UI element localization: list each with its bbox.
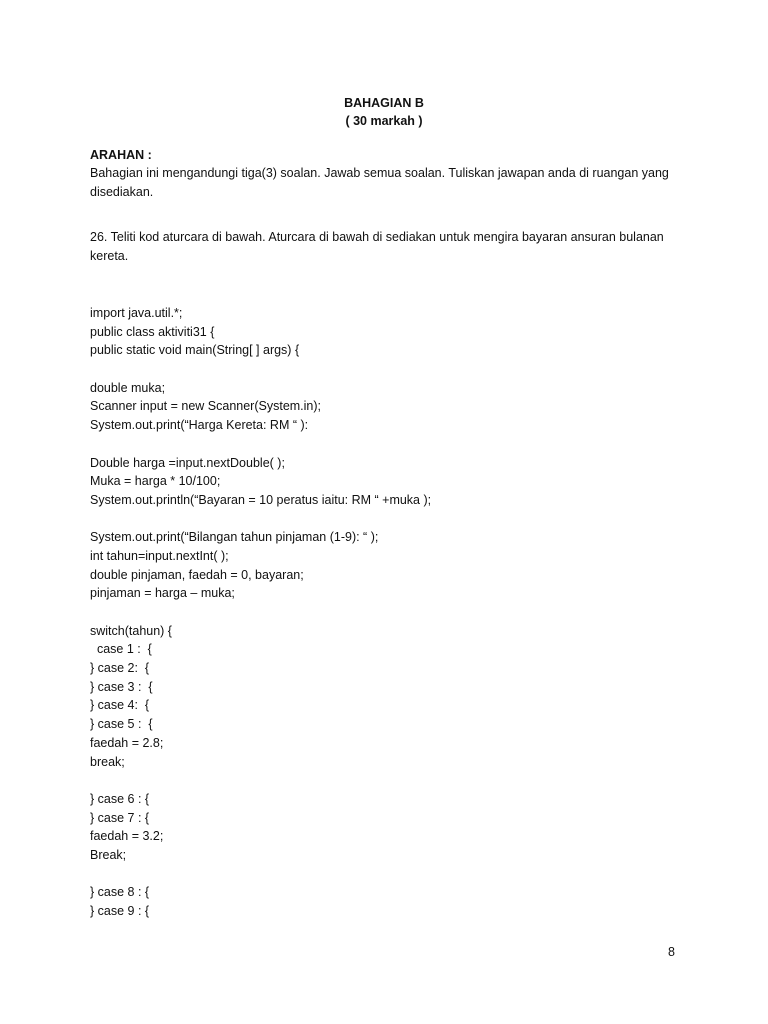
- section-marks: ( 30 markah ): [345, 114, 423, 128]
- code-line: [90, 510, 680, 529]
- instructions-text: Bahagian ini mengandungi tiga(3) soalan. Jawab semua soalan. Tuliskan jawapan anda di ruangan yang disediakan.: [90, 166, 669, 199]
- code-line: faedah = 2.8;: [90, 735, 164, 750]
- code-line: int tahun=input.nextInt( );: [90, 548, 229, 563]
- code-line: System.out.print(“Bilangan tahun pinjaman (1-9): “ );: [90, 530, 379, 545]
- page-number: 8: [668, 945, 675, 959]
- code-line: switch(tahun) {: [90, 623, 172, 638]
- code-line: Double harga =input.nextDouble( );: [90, 455, 285, 470]
- section-title: BAHAGIAN B: [344, 96, 424, 110]
- code-line: Break;: [90, 847, 127, 862]
- instructions-label: ARAHAN :: [90, 148, 152, 162]
- code-line: [90, 360, 680, 379]
- code-line: System.out.print(“Harga Kereta: RM “ ):: [90, 418, 309, 433]
- code-line: [90, 865, 680, 884]
- code-line: Scanner input = new Scanner(System.in);: [90, 399, 322, 414]
- code-line: double pinjaman, faedah = 0, bayaran;: [90, 567, 304, 582]
- code-line: } case 4: {: [90, 698, 150, 713]
- code-line: import java.util.*;: [90, 306, 183, 320]
- code-line: } case 3 : {: [90, 679, 153, 694]
- code-line: System.out.println(“Bayaran = 10 peratus iaitu: RM “ +muka );: [90, 492, 432, 507]
- code-line: [90, 771, 680, 790]
- code-line: } case 7 : {: [90, 810, 150, 825]
- code-line: faedah = 3.2;: [90, 829, 164, 844]
- question-text: 26. Teliti kod aturcara di bawah. Aturcara di bawah di sediakan untuk mengira bayaran ansuran bulanan kereta.: [90, 230, 664, 263]
- code-line: } case 2: {: [90, 661, 150, 676]
- code-line: Muka = harga * 10/100;: [90, 474, 221, 489]
- code-line: [90, 435, 680, 454]
- code-line: } case 6 : {: [90, 791, 150, 806]
- code-line: break;: [90, 754, 125, 769]
- code-line: } case 9 : {: [90, 904, 150, 918]
- code-line: pinjaman = harga – muka;: [90, 586, 235, 601]
- code-line: } case 5 : {: [90, 717, 153, 732]
- code-line: } case 8 : {: [90, 885, 150, 900]
- code-line: double muka;: [90, 380, 166, 395]
- code-listing: [90, 304, 680, 921]
- code-line: public static void main(String[ ] args) {: [90, 343, 300, 358]
- code-line: [90, 603, 680, 622]
- code-line: case 1 : {: [90, 642, 152, 657]
- code-line: public class aktiviti31 {: [90, 324, 215, 339]
